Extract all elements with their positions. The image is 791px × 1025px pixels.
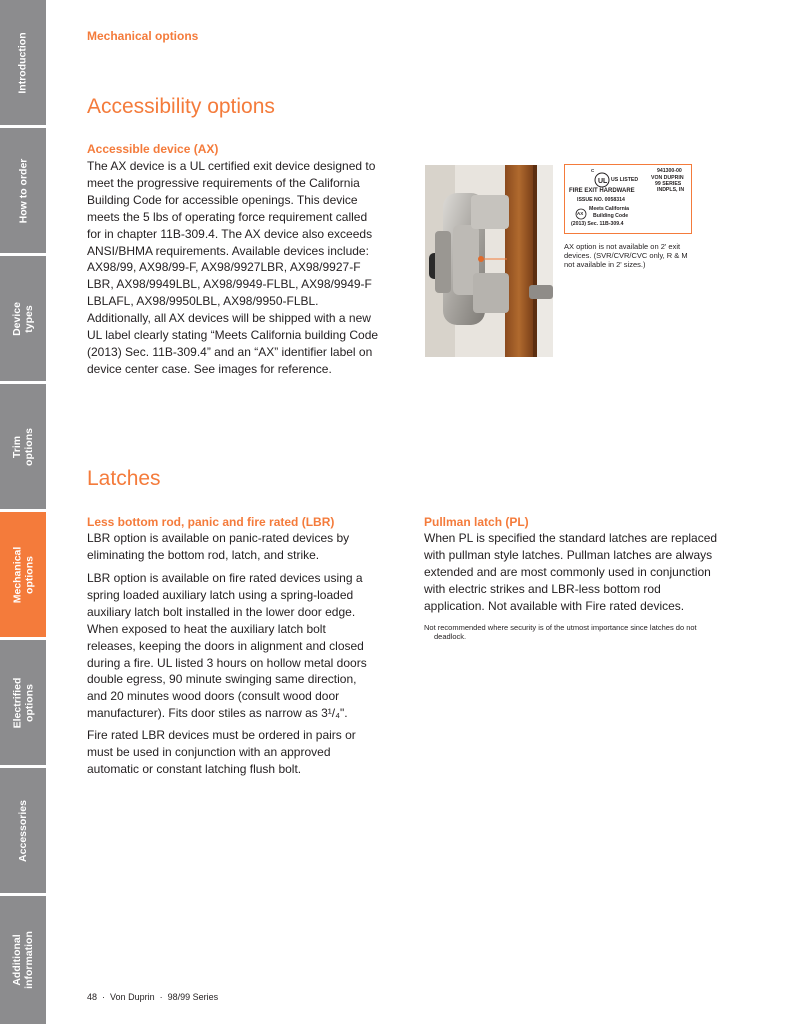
svg-text:UL: UL <box>598 178 608 185</box>
tab-trim-options[interactable] <box>0 384 46 510</box>
sidebar-nav <box>0 0 46 1024</box>
lbr-subheading: Less bottom rod, panic and fire rated (LBR) <box>87 515 335 529</box>
footer-brand: Von Duprin <box>110 992 155 1002</box>
text-line: LBR, AX98/9949LBL, AX98/9949-FLBL, AX98/9949-F <box>87 277 372 292</box>
page-footer <box>87 992 218 1002</box>
text-line: automatic or constant latching flush bolt. <box>87 761 302 776</box>
pl-subheading: Pullman latch (PL) <box>424 515 529 529</box>
tab-label: Trim options <box>10 427 35 466</box>
pl-note <box>424 623 744 641</box>
label-hardware: FIRE EXIT HARDWARE <box>569 188 635 194</box>
ax-description <box>87 158 407 378</box>
text-line: extended and are most commonly used in conjunction <box>424 564 711 579</box>
tab-accessories[interactable] <box>0 768 46 894</box>
text-line: (2013) Sec. 11B-309.4” and an “AX” identifier label on <box>87 344 373 359</box>
text-line: releases, keeping the doors in alignment and closed <box>87 638 364 653</box>
text-line: eliminating the bottom rod, latch, and strike. <box>87 547 320 562</box>
tab-electrified-options[interactable] <box>0 640 46 766</box>
text-line: double egress, 90 minute swinging same direction, <box>87 672 357 687</box>
text-line: manufacturer). Fits door stiles as narrow as 3¹/₄". <box>87 706 348 721</box>
tab-additional-information[interactable] <box>0 896 46 1025</box>
tab-mechanical-options[interactable] <box>0 512 46 638</box>
ul-listed-text: US LISTED <box>611 177 639 183</box>
label-meets: Building Code <box>593 213 629 219</box>
pl-paragraph <box>424 530 744 615</box>
label-issue: ISSUE NO. 0058314 <box>577 197 625 203</box>
accessibility-heading: Accessibility options <box>87 95 275 118</box>
text-line: for in chapter 11B-309.4. The AX device also exceeds <box>87 226 373 241</box>
text-line: AX option is not available on 2' exit <box>564 242 681 251</box>
text-line: Building Code for accessible openings. This device <box>87 192 358 207</box>
label-code: 941300-00 <box>657 168 682 174</box>
section-header: Mechanical options <box>87 29 199 43</box>
tab-device-types[interactable] <box>0 256 46 382</box>
text-line: LBR option is available on fire rated devices using a <box>87 571 363 585</box>
separator: · <box>102 992 106 1002</box>
text-line: Not recommended where security is of the utmost importance since latches do not <box>424 623 697 632</box>
label-meets: Meets California <box>589 206 630 212</box>
lbr-paragraph-3 <box>87 727 387 778</box>
text-line: When exposed to heat the auxiliary latch bolt <box>87 621 326 636</box>
text-line: meet the progressive requirements of the California <box>87 175 360 190</box>
text-line: ANSI/BHMA requirements. Available devices include: <box>87 243 369 258</box>
tab-label: Additional information <box>11 931 35 989</box>
text-line: LBLAFL, AX98/9950LBL, AX98/9950-FLBL. <box>87 294 319 309</box>
text-line: The AX device is a UL certified exit device designed to <box>87 159 376 173</box>
text-line: must be used in conjunction with an approved <box>87 744 331 759</box>
text-line: Additionally, all AX devices will be shipped with a new <box>87 311 371 326</box>
ax-note <box>564 242 704 269</box>
text-line: application. Not available with Fire rated devices. <box>424 598 685 613</box>
page-number: 48 <box>87 992 98 1002</box>
text-line: device center case. See images for reference. <box>87 361 332 376</box>
text-line: spring loaded auxiliary latch using a spring-loaded <box>87 587 354 602</box>
label-brand: VON DUPRIN <box>651 175 684 181</box>
lbr-paragraph-1 <box>87 530 387 564</box>
text-line: LBR option is available on panic-rated devices by <box>87 531 350 545</box>
footer-series: 98/99 Series <box>167 992 219 1002</box>
text-line: devices. (SVR/CVR/CVC only, R & M <box>564 251 688 260</box>
text-line: and 20 minutes wood doors (consult wood door <box>87 689 340 704</box>
tab-label: How to order <box>17 158 29 223</box>
tab-label: Electrified options <box>11 677 35 728</box>
text-line: with pullman style latches. Pullman latches are always <box>424 547 713 562</box>
text-line: When PL is specified the standard latches are replaced <box>424 531 718 545</box>
tab-label: Accessories <box>17 799 30 862</box>
lbr-paragraph-2 <box>87 570 387 722</box>
ax-badge: AX <box>577 211 584 216</box>
text-line: AX98/99, AX98/99-F, AX98/9927LBR, AX98/9927-F <box>87 260 361 275</box>
tab-how-to-order[interactable] <box>0 128 46 254</box>
ul-label-image: UL C US LISTED 941300-00 VON DUPRIN 99 SERIES INDPLS, IN FIRE EXIT HARDWARE ISSUE NO. 0058314 AX Meets California Building Code (2013) Sec. 11B-309.4 <box>564 164 692 234</box>
latches-heading: Latches <box>87 467 161 490</box>
tab-label: Introduction <box>17 31 29 94</box>
text-line: auxiliary latch bolt installed in the lower door edge. <box>87 604 356 619</box>
tab-label: Mechanical options <box>11 546 36 603</box>
label-series: 99 SERIES <box>655 181 682 187</box>
text-line: during a fire. UL listed 3 hours on hollow metal doors <box>87 655 367 670</box>
tab-label: Device types <box>10 301 35 336</box>
text-line: deadlock. <box>434 632 467 641</box>
text-line: not available in 2' sizes.) <box>564 260 646 269</box>
ax-subheading: Accessible device (AX) <box>87 142 219 156</box>
label-sec: (2013) Sec. 11B-309.4 <box>571 221 624 227</box>
device-illustration <box>425 165 553 357</box>
text-line: meets the 5 lbs of operating force requirement called <box>87 209 368 224</box>
ax-device-photo <box>425 165 553 357</box>
separator: · <box>159 992 163 1002</box>
text-line: with electric strikes and LBR-less bottom rod <box>424 581 661 596</box>
text-line: UL label clearly stating “Meets California building Code <box>87 328 379 343</box>
tab-introduction[interactable] <box>0 0 46 126</box>
text-line: Fire rated LBR devices must be ordered in pairs or <box>87 728 356 742</box>
label-city: INDPLS, IN <box>657 187 685 193</box>
